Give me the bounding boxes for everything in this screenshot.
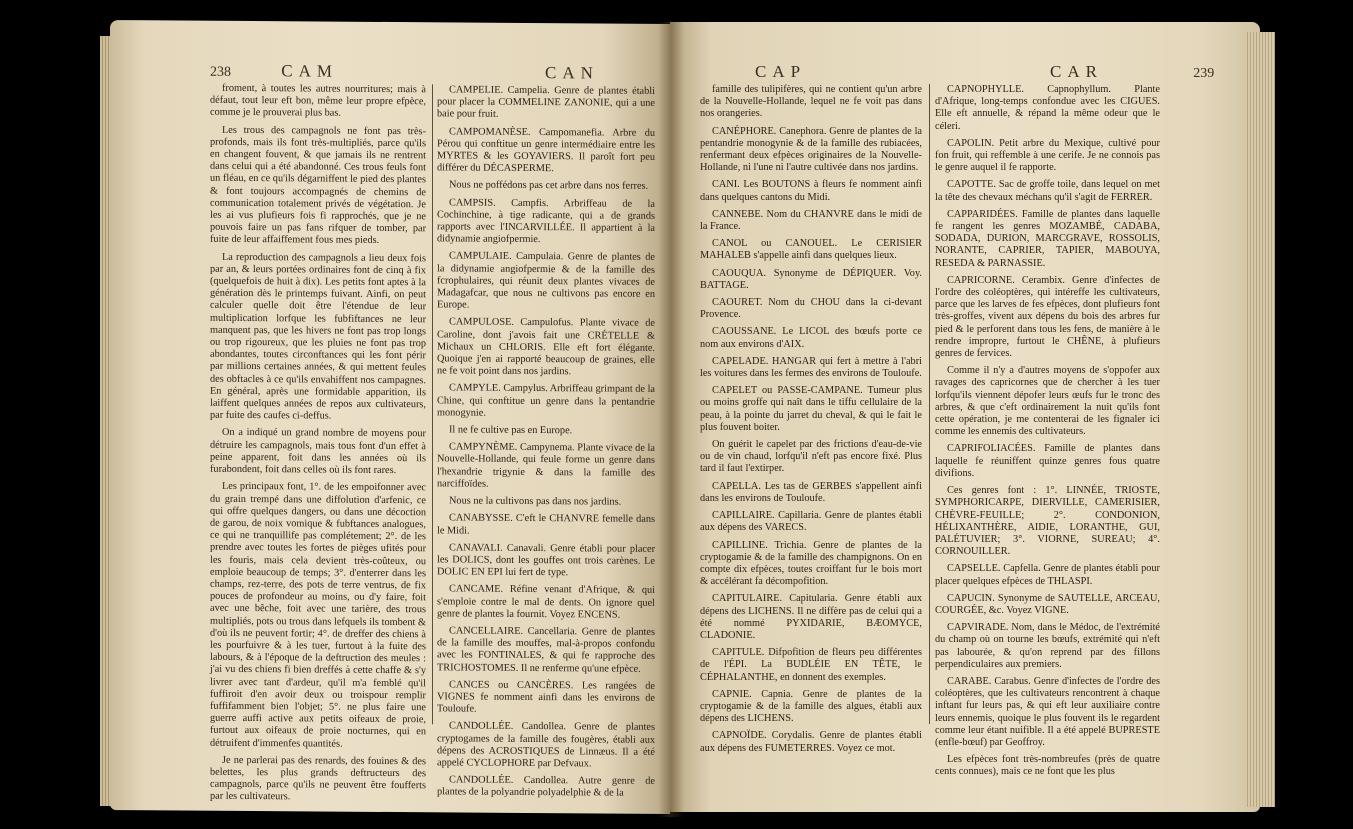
paragraph: CAPOTTE. Sac de groffe toile, dans lequel on met la tête des chevaux méchans qu'il s'agit de FERRER. [935, 179, 1160, 203]
paragraph: CAPITULAIRE. Capitularia. Genre établi aux dépens des LICHENS. Il ne diffère pas de celui qui a été nommé PYXIDARIE, BÆOMYCE, CLADONIE. [700, 593, 922, 641]
paragraph: CANCES ou CANCÈRES. Les rangées de VIGNES fe nomment ainfi dans les environs de Touloufe. [437, 679, 655, 715]
paragraph: CAPNIE. Capnia. Genre de plantes de la cryptogamie & de la famille des algues, établi aux dépens des LICHENS. [700, 688, 922, 725]
paragraph: CAPNOPHYLLE. Capnophyllum. Plante d'Afrique, long-temps confondue avec les CIGUES. Elle eft annuelle, & répand la même odeur que le céleri. [935, 84, 1160, 132]
paragraph: CAMPYLE. Campylus. Arbriffeau grimpant de la Chine, qui conftitue un genre dans la pentandrie monogynie. [437, 382, 656, 419]
paragraph: CANAVALI. Canavali. Genre établi pour placer les DOLICS, dont les gouffes ont trois carènes. Le DOLIC EN EPI lui fert de type. [437, 542, 655, 579]
paragraph: Il ne fe cultive pas en Europe. [449, 424, 573, 437]
right-column-2 [935, 84, 1160, 784]
paragraph: famille des tulipifères, qui ne contient qu'un arbre de la Nouvelle-Hollande, lequel ne fe voit pas dans nos orangeries. [700, 84, 922, 120]
paragraph: CAPRIFOLIACÉES. Famille de plantes dans laquelle fe réuniffent quinze genres fous quatre divifions. [935, 443, 1160, 479]
paragraph: CAMPULOSE. Campulofus. Plante vivace de Caroline, dont j'avois fait une CRÉTELLE & Michaux un CHLORIS. Elle eft fort élégante. Quoique j'en ai rapporté beaucoup de graines, elle ne fe voit point dans nos jardins. [437, 316, 655, 378]
paragraph: On a indiqué un grand nombre de moyens pour détruire les campagnols, mais tous font d'un effet à peine apparent, foit dans les années où ils furabondent, foit dans celles où ils font rares. [210, 427, 426, 477]
left-head-word-1: CAM [281, 61, 338, 81]
paragraph: CAPITULE. Difpofition de fleurs peu différentes de l'ÉPI. La BUDLÉIE EN TÊTE, le CÉPHALANTHE, en donnent des exemples. [700, 647, 922, 683]
paragraph: CAPRICORNE. Cerambix. Genre d'infectes de l'ordre des coléoptères, qui intéreffe les cultivateurs, parce que les larves de fes efpèces, dont plufieurs font très-groffes, vivent aux dépens du bois des arbres fur pied & le perforent dans tous les fens, de manière à le rendre impropre, furtout le CHÊNE, à plufieurs genres de fervices. [935, 274, 1160, 360]
left-head-word-2: CAN [545, 63, 599, 83]
paragraph: CAMPSIS. Campfis. Arbriffeau de la Cochinchine, à tige radicante, qui a de grands rapports avec l'INCARVILLÉE. Il appartient à la didynamie angiofpermie. [437, 197, 655, 246]
paragraph: CANABYSSE. C'eft le CHANVRE femelle dans le Midi. [437, 512, 655, 537]
paragraph: CANCAME. Réfine venant d'Afrique, & qui s'emploie contre le mal de dents. On ignore quel genre de plantes la fournit. Voyez ENCENS. [437, 583, 655, 621]
left-column-1 [210, 82, 426, 803]
paragraph: CAPPARIDÉES. Famille de plantes dans laquelle fe rangent les genres MOZAMBÉ, CADABA, SODADA, DURION, MARCGRAVE, ROSSOLIS, NORANTE, CAPRIER, TAPIER, MABOUYA, RESEDA & PARNASSIE. [935, 208, 1160, 269]
paragraph: froment, à toutes les autres nourritures; mais à défaut, tout leur eft bon, même leur propre efpèce, comme je le prouverai plus bas. [210, 82, 426, 120]
paragraph: CAOUQUA. Synonyme de DÉPIQUER. Voy. BATTAGE. [700, 267, 922, 291]
paragraph: CARABE. Carabus. Genre d'infectes de l'ordre des coléoptères, que les cultivateurs rencontrent à chaque inftant fur leurs pas, & qui eft leur auxiliaire contre leurs ennemis, quoique le plus fouvent ils le regardent comme leur étant nuifible. Il a été appelé BUPRESTE (enfle-bœuf) par Geoffroy. [935, 675, 1160, 748]
column-rule-right [929, 84, 930, 724]
paragraph: CAMPULAIE. Campulaia. Genre de plantes de la didynamie angiofpermie & de la famille des fcrophulaires, qui réunit deux plantes vivaces de Madagafcar, que nous ne cultivons pas encore en Europe. [437, 250, 655, 311]
paragraph: CAOURET. Nom du CHOU dans la ci-devant Provence. [700, 297, 922, 321]
paragraph: Je ne parlerai pas des renards, des fouines & des belettes, les plus grands deftructeurs des campagnols, parce qu'ils ne peuvent être foufferts par les cultivateurs. [210, 754, 426, 803]
paragraph: CAMPELIE. Campelia. Genre de plantes établi pour placer la COMMELINE ZANONIE, qui a une baie pour fruit. [437, 84, 655, 121]
paragraph: CANI. Les BOUTONS à fleurs fe nomment ainfi dans quelques cantons du Midi. [700, 179, 922, 203]
paragraph: CAPOLIN. Petit arbre du Mexique, cultivé pour fon fruit, qui reffemble à une cerife. Je ne connois pas le genre auquel il fe rapporte. [935, 137, 1160, 174]
paragraph: CANÉPHORE. Canephora. Genre de plantes de la pentandrie monogynie & de la famille des rubiacées, renfermant deux efpèces originaires de la Nouvelle-Hollande, ni l'une ni l'autre cultivée dans nos jardins. [700, 125, 922, 174]
right-page-edges [1245, 32, 1275, 807]
paragraph: CAMPYNÈME. Campynema. Plante vivace de la Nouvelle-Hollande, qui feule forme un genre dans l'hexandrie trigynie & dans la famille des narciffoïdes. [437, 441, 655, 490]
paragraph: On guérit le capelet par des frictions d'eau-de-vie ou de vin chaud, lorfqu'il n'eft pas encore fixé. Plus tard il faut l'extirper. [700, 439, 922, 475]
paragraph: Nous ne poffédons pas cet arbre dans nos ferres. [449, 179, 649, 193]
paragraph: Comme il n'y a d'autres moyens de s'oppofer aux ravages des capricornes que de chercher à les tuer lorfqu'ils viennent dépofer leurs œufs fur le tronc des arbres, & que c'eft ordinairement la nuit qu'ils font cette opération, je me contenterai de les fignaler ici comme les ennemis des cultivateurs. [935, 365, 1160, 438]
paragraph: CAPELLA. Les tas de GERBES s'appellent ainfi dans les environs de Touloufe. [700, 480, 922, 504]
right-page-number: 239 [1193, 66, 1215, 81]
right-header [1050, 62, 1214, 82]
open-book [110, 22, 1260, 822]
paragraph: CAPILLINE. Trichia. Genre de plantes de la cryptogamie & de la famille des champignons. On en compte dix efpèces, toutes croiffant fur le bois mort & accélérant fa décompofition. [700, 539, 922, 588]
paragraph: CANCELLAIRE. Cancellaria. Genre de plantes de la famille des mouffes, mal-à-propos confondu avec les FONTINALES, & qui fe rapproche des TRICHOSTOMES. Il ne renferme qu'une efpèce. [437, 625, 655, 675]
paragraph: La reproduction des campagnols a lieu deux fois par an, & leurs portées ordinaires font de cinq à fix (quelquefois de huit à dix). Les petits font aptes à la génération dès le printemps fuivant. Ainfi, on peut calculer quelle doit être l'étendue de leur multiplication lorfque les fubfiftances ne leur manquent pas, que les hivers ne font pas trop longs ou trop rigoureux, que les pluies ne font pas trop abondantes, toutes circonftances qui les font périr par millions certaines années, & qui mettent feules des obftacles à ce qu'ils envahiffent nos campagnes. En général, après une formidable apparition, ils laiffent quelques années de repos aux cultivateurs, par fuite des caufes ci-deffus. [210, 251, 426, 422]
paragraph: CAPNOÏDE. Corydalis. Genre de plantes établi aux dépens des FUMETERRES. Voyez ce mot. [700, 730, 922, 754]
paragraph: Nous ne la cultivons pas dans nos jardins. [449, 495, 622, 508]
paragraph: CAPILLAIRE. Capillaria. Genre de plantes établi aux dépens des VARECS. [700, 510, 922, 534]
right-column-1 [700, 84, 922, 784]
paragraph: CANDOLLÉE. Candollea. Autre genre de plantes de la polyandrie polyadelphie & de la [437, 774, 655, 799]
right-page [670, 22, 1260, 812]
left-header [210, 61, 338, 82]
paragraph: CAMPOMANÈSE. Campomanefia. Arbre du Pérou qui conftitue un genre intermédiaire entre les MYRTES & les GOYAVIERS. Il paroît fort peu différer du DÉCASPERME. [437, 126, 655, 175]
paragraph: CANDOLLÉE. Candollea. Genre de plantes cryptogames de la famille des fougères, établi aux dépens des ACROSTIQUES de Linnæus. Il a été appelé CYCLOPHORE par Defvaux. [437, 720, 655, 770]
paragraph: CANOL ou CANOUEL. Le CERISIER MAHALEB s'appelle ainfi dans quelques lieux. [700, 238, 922, 262]
paragraph: Les trous des campagnols ne font pas très-profonds, mais ils font très-multipliés, parce qu'ils en changent fouvent, & que jamais ils ne rentrent dans celui qui a été abandonné. Ces trous feuls font un fléau, en ce qu'ils dégarniffent le pied des plantes & font toujours accompagnés de chemins de communication totalement privés de végétation. Je les ai vus plufieurs fois fi rapprochés, que je ne pouvois faire un pas fans rifquer de tomber, par fuite de leur affaiffement fous mes pieds. [210, 124, 426, 247]
left-page [110, 20, 670, 814]
paragraph: CAOUSSANE. Le LICOL des bœufs porte ce nom aux environs d'AIX. [700, 326, 922, 350]
paragraph: CAPUCIN. Synonyme de SAUTELLE, ARCEAU, COURGÉE, &c. Voyez VIGNE. [935, 592, 1160, 616]
left-column-2 [437, 84, 656, 799]
paragraph: Les principaux font, 1°. de les empoifonner avec du grain trempé dans une diffolution d'arfenic, ce qui offre quelques dangers, ou dans une décoction de garou, de noix vomique & fubftances analogues, ce qui ne tranquillife pas complétement; 2°. de les prendre avec toutes les fortes de pièges ufités pour les fouris, mais cela devient très-coûteux, ou emploie beaucoup de temps; 3°. d'enterrer dans les champs, rez-terre, des pots de terre ventrus, de fix pouces de profondeur au moins, ou d'y faire, foit avec une bêche, foit avec une tarière, des trous multipliés, pots ou trous dans lefquels ils tombent & d'où ils ne peuvent fortir; 4°. de dreffer des chiens à les pourfuivre & à les tuer, furtout à la fuite des labours, & à l'époque de la deftruction des meules : j'ai vu des chiens fi bien dreffés à cette chaffe & s'y livrer avec tant d'ardeur, qu'il m'a femblé qu'il fuffiroit d'en avoir deux ou troispour remplir fuffifamment bien l'objet; 5°. ne plus faire une guerre auffi active aux petits oifeaux de proie, furtout aux oifeaux de proie nocturnes, qui en détruifent d'immenfes quantités. [210, 481, 426, 750]
paragraph: CAPELADE. HANGAR qui fert à mettre à l'abri les voitures dans les fermes des environs de Touloufe. [700, 355, 922, 380]
left-page-number: 238 [210, 64, 231, 80]
right-head-word-1: CAP [755, 62, 807, 81]
paragraph: CAPVIRADE. Nom, dans le Médoc, de l'extrémité du champ où on tourne les bœufs, extrémité qui n'eft pas labourée, & qu'on reprend par des fillons perpendiculaires aux premiers. [935, 622, 1160, 670]
paragraph: Les efpèces font très-nombreufes (près de quatre cents connues), mais ce ne font que les plus [935, 754, 1160, 778]
paragraph: CAPSELLE. Capfella. Genre de plantes établi pour placer quelques efpèces de THLASPI. [935, 563, 1160, 587]
right-head-word-2: CAR [1050, 62, 1103, 81]
paragraph: CAPELET ou PASSE-CAMPANE. Tumeur plus ou moins groffe qui naît dans le tiffu cellulaire de la peau, à la pointe du jarret du cheval, & qui le fait le plus fouvent boiter. [700, 385, 922, 433]
column-rule-left [432, 84, 433, 724]
paragraph: CANNEBE. Nom du CHANVRE dans le midi de la France. [700, 208, 922, 233]
paragraph: Ces genres font : 1°. LINNÉE, TRIOSTE, SYMPHORICARPE, DIERVILLE, CAMERISIER, CHÈVRE-FEUILLE; 2°. CONDONION, HÉLIXANTHÈRE, AIDIE, LORANTHE, GUI, PALÉTUVIER; 3°. VIORNE, SUREAU; 4°. CORNOUILLER. [935, 485, 1160, 558]
